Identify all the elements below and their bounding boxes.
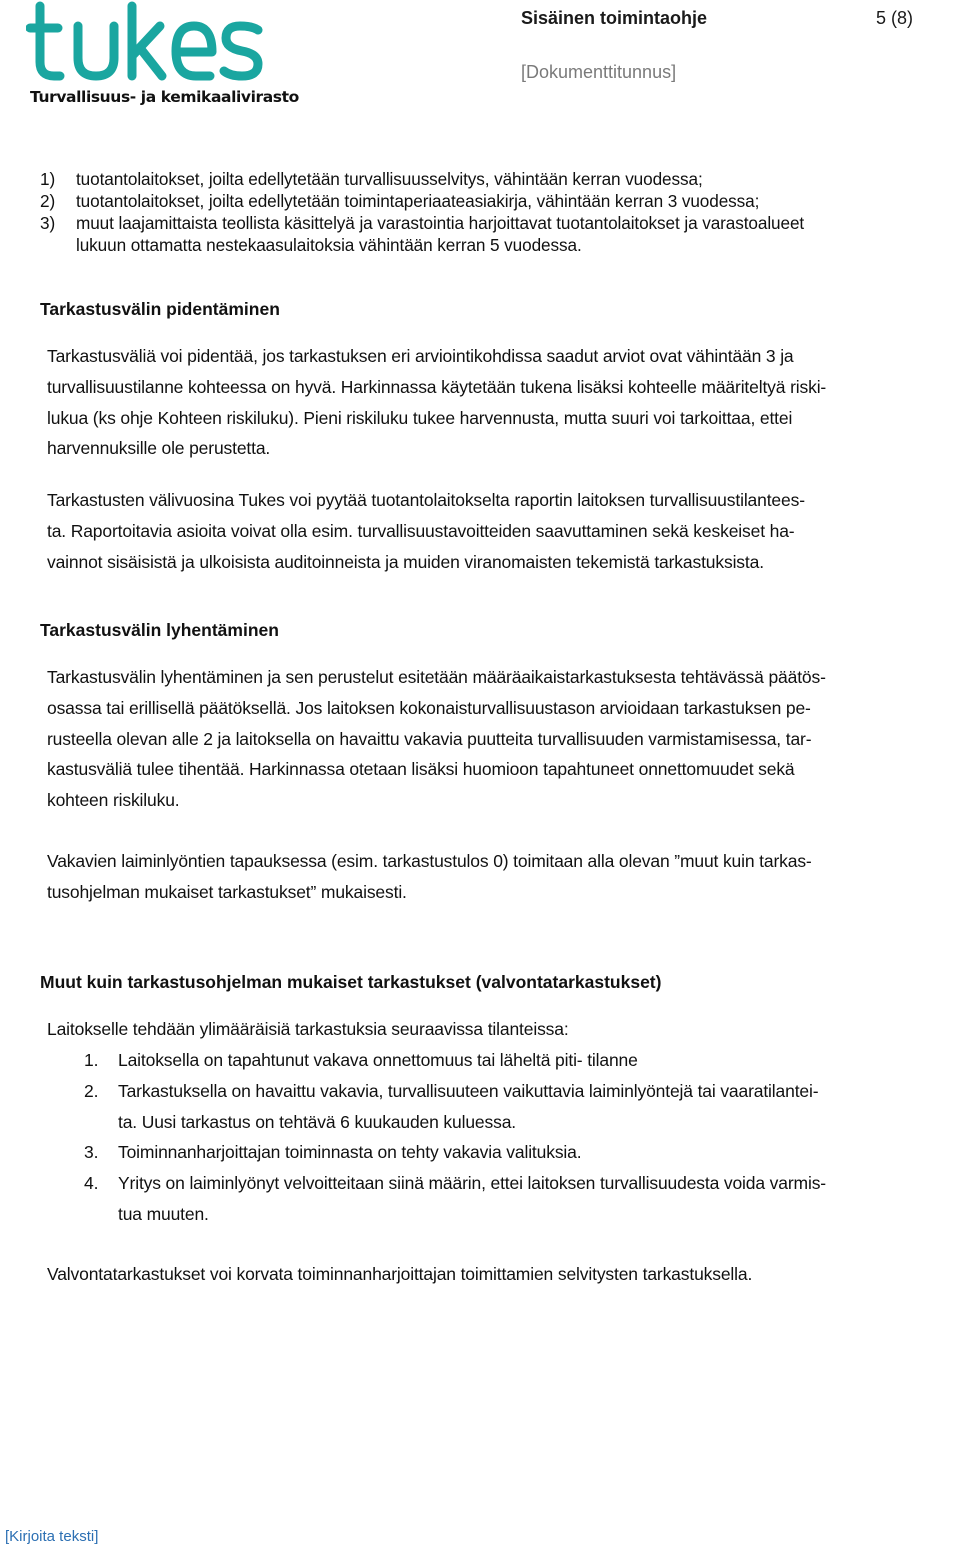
text-line: lukua (ks ohje Kohteen riskiluku). Pieni riskiluku tukee harvennusta, mutta suuri voi tarkoittaa, ettei xyxy=(47,407,793,428)
text-line: Laitoksella on tapahtunut vakava onnettomuus tai läheltä piti- tilanne xyxy=(118,1050,638,1070)
text-line: Laitokselle tehdään ylimääräisiä tarkastuksia seuraavissa tilanteissa: xyxy=(47,1019,569,1039)
document-id-field[interactable]: [Dokumenttitunnus] xyxy=(521,62,677,82)
inspection-frequency-list xyxy=(40,168,958,256)
text-line: tua muuten. xyxy=(118,1203,209,1224)
section-heading-shortening: Tarkastusvälin lyhentäminen xyxy=(40,620,279,640)
tukes-logo-wordmark xyxy=(26,0,266,88)
list-item-text xyxy=(76,212,958,256)
text-line: osassa tai erillisellä päätöksellä. Jos laitoksen kokonaisturvallisuustason arvioidaan tarkastuksen pe- xyxy=(47,697,811,718)
text-line: ta. Raportoitavia asioita voivat olla esim. turvallisuustavoitteiden saavuttaminen sekä keskeiset ha- xyxy=(47,520,795,541)
text-line: Tarkastuksella on havaittu vakavia, turvallisuuteen vaikuttavia laiminlyöntejä tai vaaratilantei- xyxy=(118,1080,819,1101)
extra-inspection-situations-list xyxy=(47,1045,957,1230)
text-line: Tarkastusten välivuosina Tukes voi pyytää tuotantolaitokselta raportin laitoksen turvallisuustilantees- xyxy=(47,490,805,510)
list-item-number: 1. xyxy=(84,1050,99,1070)
list-item-number: 4. xyxy=(84,1173,99,1194)
text-line: Tarkastusvälin lyhentäminen ja sen perustelut esitetään määräaikaistarkastuksesta tehtävässä päätös- xyxy=(47,667,826,687)
paragraph-serious-neglect xyxy=(47,846,952,908)
list-item xyxy=(40,168,958,190)
paragraph-extra-inspections-intro xyxy=(47,1014,952,1045)
list-item-line: lukuun ottamatta nestekaasulaitoksia vähintään kerran 5 vuodessa. xyxy=(76,235,582,255)
section-heading-supervisory-inspections: Muut kuin tarkastusohjelman mukaiset tarkastukset (valvontatarkastukset) xyxy=(40,972,662,992)
logo-subtitle: Turvallisuus- ja kemikaalivirasto xyxy=(30,88,299,106)
list-item-line: muut laajamittaista teollista käsittelyä ja varastointia harjoittavat tuotantolaitokset ja varastoalueet xyxy=(76,213,805,233)
text-line: Tarkastusväliä voi pidentää, jos tarkastuksen eri arviointikohdissa saadut arviot ovat vähintään 3 ja xyxy=(47,346,794,366)
list-item-number: 3. xyxy=(84,1142,99,1163)
list-item-number: 2) xyxy=(40,191,56,211)
tukes-logo xyxy=(26,0,299,112)
list-item xyxy=(40,212,958,256)
list-item xyxy=(47,1168,957,1230)
text-line: ta. Uusi tarkastus on tehtävä 6 kuukauden kuluessa. xyxy=(118,1111,517,1132)
list-item-number: 3) xyxy=(40,213,56,233)
text-line: Vakavien laiminlyöntien tapauksessa (esim. tarkastustulos 0) toimitaan alla olevan ”muut kuin tarkas- xyxy=(47,851,812,871)
text-line: kastusväliä tulee tihentää. Harkinnassa otetaan lisäksi huomioon tapahtuneet onnettomuudet sekä xyxy=(47,759,795,780)
paragraph-closing xyxy=(47,1259,952,1290)
document-title: Sisäinen toimintaohje xyxy=(521,8,708,28)
list-item xyxy=(47,1137,957,1168)
paragraph-interim-reports xyxy=(47,485,952,577)
section-heading-extension: Tarkastusvälin pidentäminen xyxy=(40,299,280,319)
list-item-number: 2. xyxy=(84,1080,99,1101)
text-line: turvallisuustilanne kohteessa on hyvä. Harkinnassa käytetään tukena lisäksi kohteelle määriteltyä riski- xyxy=(47,376,827,397)
text-line: rusteella olevan alle 2 ja laitoksella on havaittu vakavia puutteita turvallisuuden varmistamisessa, tar- xyxy=(47,728,812,749)
text-line: tusohjelman mukaiset tarkastukset” mukaisesti. xyxy=(47,881,407,902)
text-line: vainnot sisäisistä ja ulkoisista auditoinneista ja muiden viranomaisten tekemistä tarkastuksista. xyxy=(47,551,764,572)
list-item-text: tuotantolaitokset, joilta edellytetään turvallisuusselvitys, vähintään kerran vuodessa; xyxy=(76,169,703,189)
text-line: Valvontatarkastukset voi korvata toiminnanharjoittajan toimittamien selvitysten tarkastuksella. xyxy=(47,1264,753,1284)
list-item-number: 1) xyxy=(40,169,56,189)
page-number: 5 (8) xyxy=(876,8,914,28)
list-item xyxy=(47,1045,957,1076)
list-item xyxy=(47,1076,957,1138)
paragraph-extension-criteria xyxy=(47,341,952,464)
text-line: harvennuksille ole perustetta. xyxy=(47,438,271,459)
text-line: Yritys on laiminlyönyt velvoitteitaan siinä määrin, ettei laitoksen turvallisuudesta voida varmis- xyxy=(118,1173,826,1194)
list-item xyxy=(40,190,958,212)
text-line: Toiminnanharjoittajan toiminnasta on tehty vakavia valituksia. xyxy=(118,1142,582,1163)
text-line: kohteen riskiluku. xyxy=(47,790,180,811)
footer-placeholder[interactable]: [Kirjoita teksti] xyxy=(5,1528,99,1545)
list-item-text: tuotantolaitokset, joilta edellytetään toimintaperiaateasiakirja, vähintään kerran 3 vuodessa; xyxy=(76,191,760,211)
paragraph-shortening-criteria xyxy=(47,662,952,816)
